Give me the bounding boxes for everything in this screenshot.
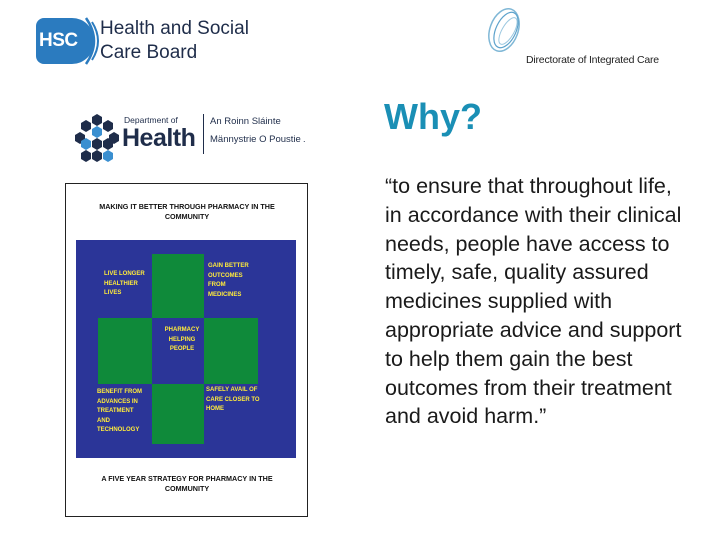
cell-line: CARE CLOSER TO — [206, 396, 260, 403]
hsc-name-line1: Health and Social — [100, 18, 249, 39]
doh-department-of: Department of — [124, 115, 178, 125]
cell-pharmacy-helping-people — [160, 326, 204, 355]
directorate-name: Directorate of Integrated Care — [526, 54, 659, 66]
hsc-name-line2: Care Board — [100, 42, 198, 63]
hsc-logo — [36, 14, 251, 68]
cell-line: FROM — [208, 282, 226, 288]
cell-line: SAFELY AVAIL OF — [206, 387, 258, 393]
cover-title: MAKING IT BETTER THROUGH PHARMACY IN THE COMMUNITY — [99, 202, 275, 221]
cell-benefit-from-advances — [97, 388, 142, 436]
slide-title: Why? — [384, 96, 482, 137]
cell-live-longer — [104, 270, 145, 299]
swirl-icon — [470, 6, 530, 54]
cell-line: HELPING — [168, 336, 196, 343]
doh-health: Health — [122, 124, 196, 152]
cross-green-bottom — [152, 384, 204, 444]
cell-line: LIVE LONGER — [104, 271, 145, 277]
cell-line: OUTCOMES — [208, 272, 243, 279]
hsc-name — [100, 17, 249, 65]
cell-line: TREATMENT — [97, 408, 134, 414]
cross-green-top — [152, 254, 204, 318]
cell-line: HOME — [206, 406, 224, 412]
cell-gain-better-outcomes — [208, 262, 249, 300]
department-of-health-logo — [74, 112, 309, 168]
hsc-badge: HSC — [36, 18, 94, 64]
cover-footer: A FIVE YEAR STRATEGY FOR PHARMACY IN THE COMMUNITY — [101, 474, 273, 493]
cell-safely-avail-of-care — [206, 386, 260, 415]
doh-ulster-scots-name: Männystrie O Poustie — [210, 134, 301, 145]
cell-line: ADVANCES IN — [97, 398, 138, 405]
cover-cross-panel — [76, 240, 296, 458]
doh-irish-name: An Roinn Sláinte — [210, 116, 281, 127]
cell-line: MEDICINES — [208, 291, 242, 298]
cell-line: AND — [97, 417, 110, 424]
cross-green-left — [98, 318, 152, 384]
cell-line: PEOPLE — [169, 346, 195, 352]
strategy-quote: “to ensure that throughout life, in accordance with their clinical needs, people have access to timely, safe, quality assured medicines supplied with appropriate advice and support to help them gain the best outcomes from their treatment and avoid harm.” — [385, 174, 682, 429]
cell-line: TECHNOLOGY — [97, 427, 140, 433]
strategy-document-cover — [65, 183, 308, 517]
hexagon-cluster-icon — [74, 112, 120, 164]
doh-divider — [203, 114, 204, 154]
cell-line: GAIN BETTER — [208, 263, 249, 269]
doh-trailing-mark: . — [303, 134, 306, 144]
directorate-logo — [470, 6, 690, 68]
cell-line: BENEFIT FROM — [97, 389, 142, 395]
cell-line: HEALTHIER — [104, 280, 138, 287]
cell-line: PHARMACY — [164, 327, 200, 333]
cross-green-right — [204, 318, 258, 384]
cell-line: LIVES — [104, 290, 122, 296]
